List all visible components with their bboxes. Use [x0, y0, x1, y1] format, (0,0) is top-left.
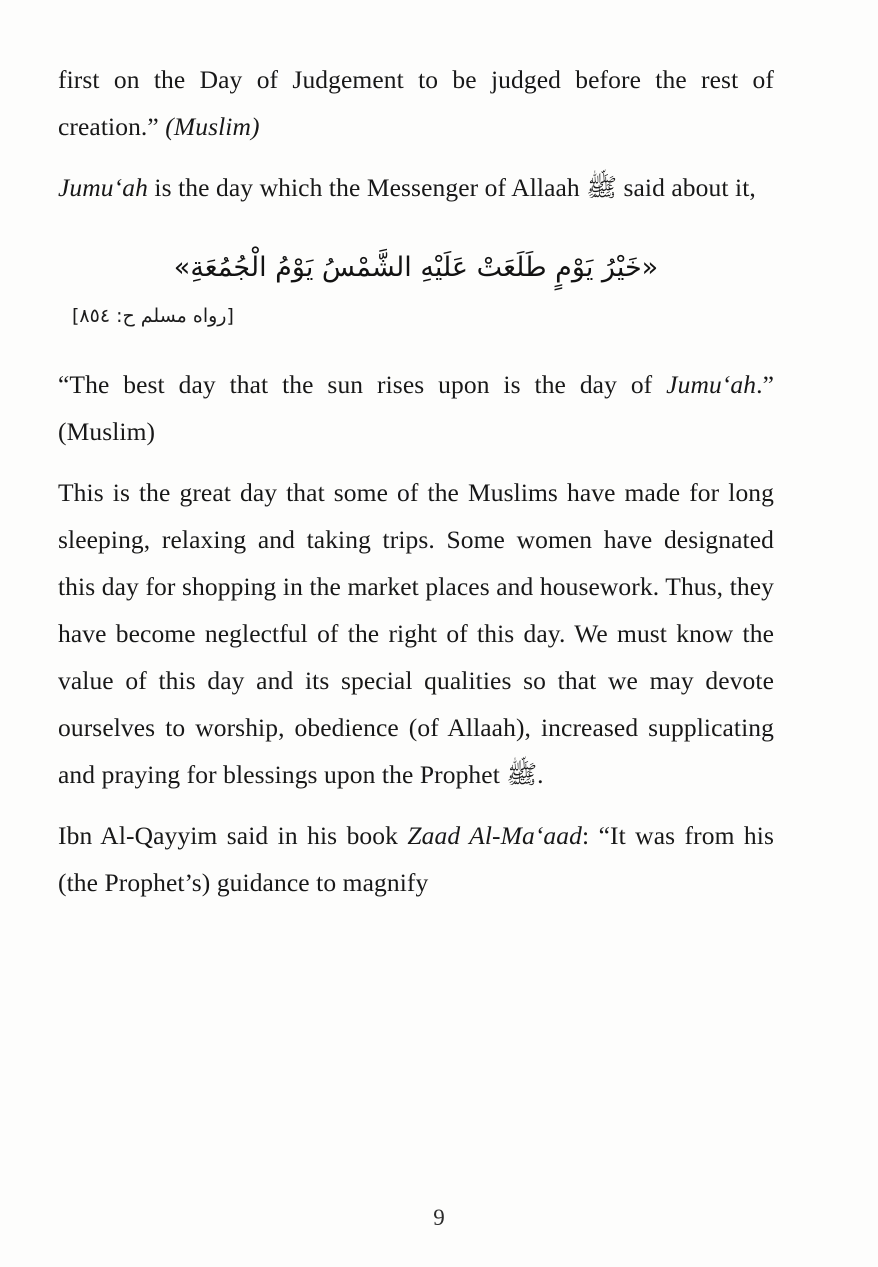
- page-body: [58, 56, 774, 906]
- term-jumuah: Jumu‘ah: [58, 173, 148, 202]
- term-jumuah-italic: Jumu‘ah: [666, 370, 757, 399]
- arabic-hadith-text: «خَيْرُ يَوْمٍ طَلَعَتْ عَلَيْهِ الشَّمْسُ يَوْمُ الْجُمُعَةِ»: [173, 252, 659, 283]
- paragraph-judgement-text: first on the Day of Judgement to be judged before the rest of creation.”: [58, 65, 774, 141]
- source-attribution-muslim: (Muslim): [165, 112, 260, 141]
- paragraph-ibn-al-qayyim-tail: : “It was from his (the Prophet’s) guidance to magnify: [58, 821, 774, 897]
- arabic-hadith-reference: [رواه مسلم ح: ٨٥٤]: [72, 305, 234, 327]
- book-title-zaad-al-maaad: Zaad Al-Ma‘aad: [407, 821, 582, 850]
- paragraph-best-day-tail: .” (Muslim): [58, 370, 775, 446]
- paragraph-best-day-lead: “The best day that the sun rises upon is the day of: [58, 370, 653, 399]
- paragraph-ibn-al-qayyim: [58, 812, 774, 906]
- paragraph-jumuah-intro: [58, 164, 774, 211]
- paragraph-great-day: This is the great day that some of the Muslims have made for long sleeping, relaxing and taking trips. Some women have designated this day for shopping in the market places and housework. Thus, they have become neglectful of the right of this day. We must know the value of this day and its special qualities so that we may devote ourselves to worship, obedience (of Allaah), increased supplicating and praying for blessings upon the Prophet ﷺ.: [58, 478, 774, 789]
- paragraph-jumuah-intro-text: is the day which the Messenger of Allaah ﷺ said about it,: [147, 173, 756, 202]
- page-number: 9: [433, 1205, 445, 1230]
- paragraph-judgement: [58, 56, 774, 150]
- paragraph-ibn-al-qayyim-lead: Ibn Al-Qayyim said in his book: [58, 821, 408, 850]
- paragraph-best-day: [58, 361, 774, 455]
